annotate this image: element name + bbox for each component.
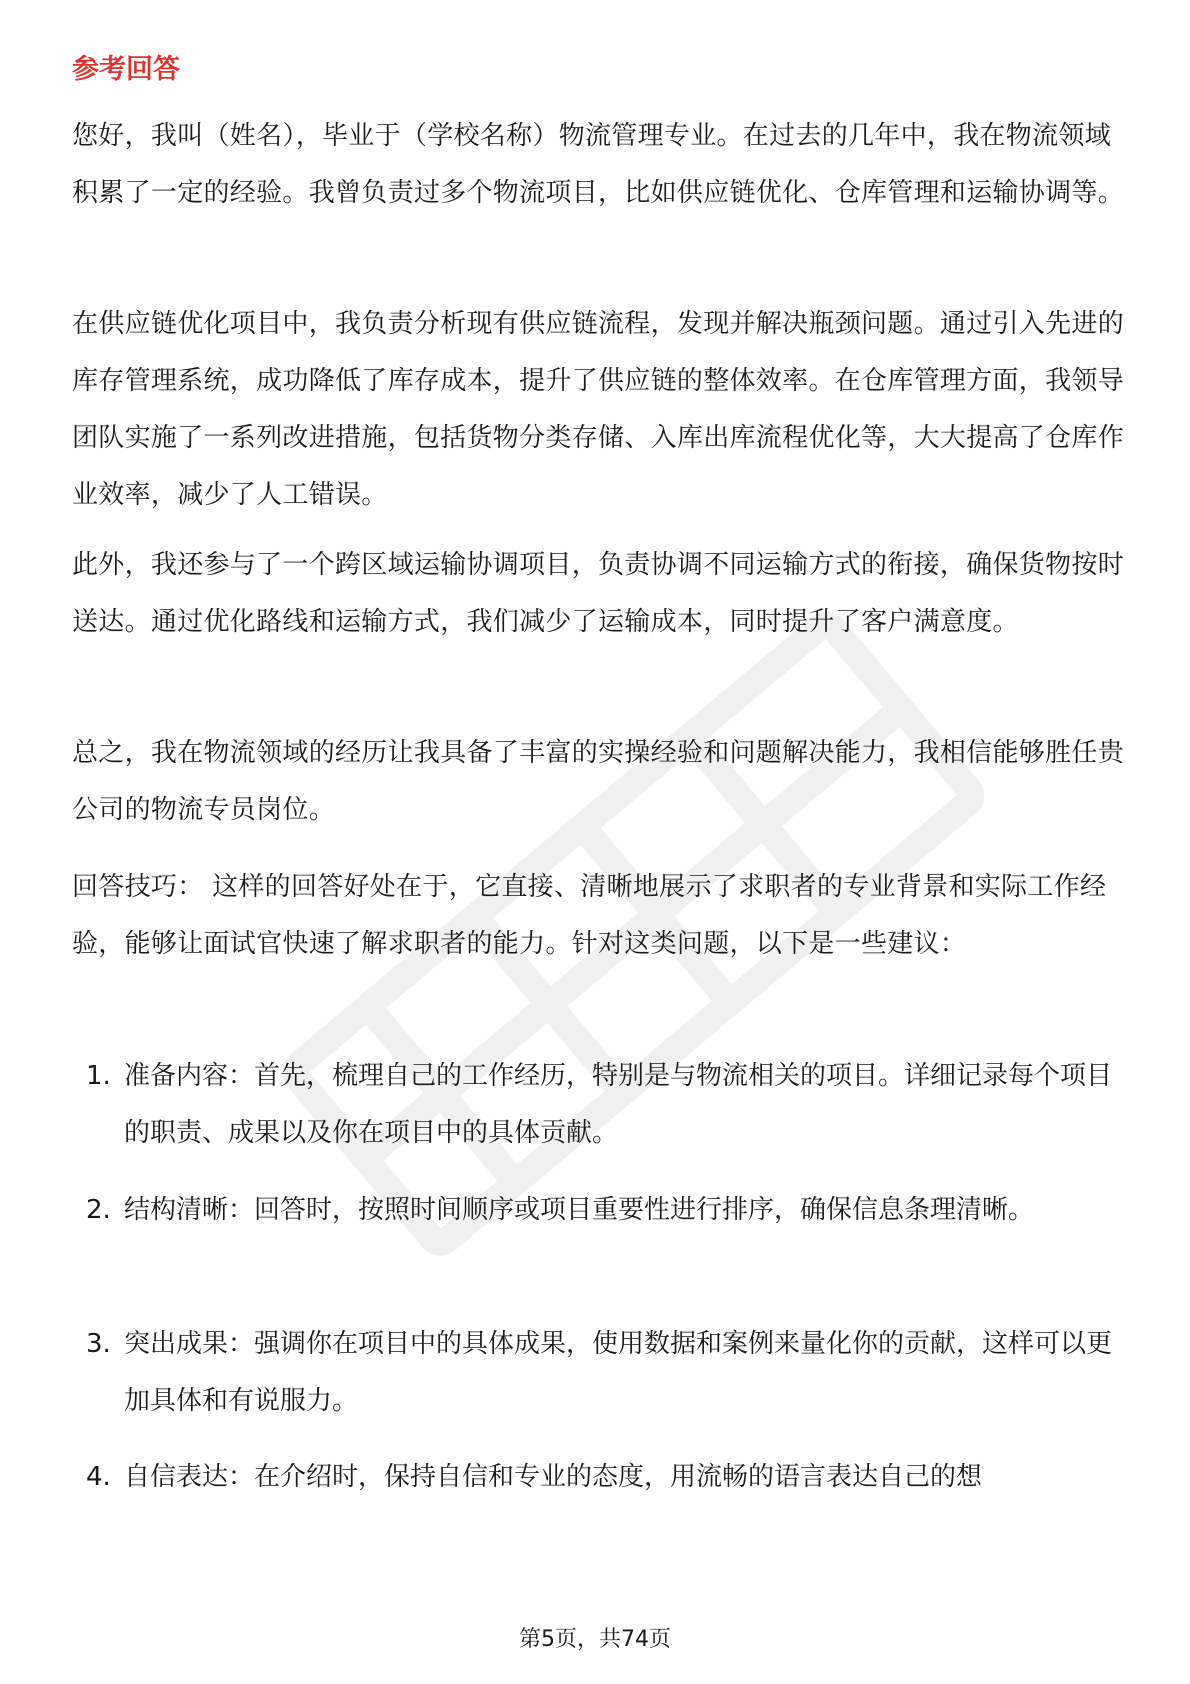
list-item — [72, 1182, 1124, 1239]
list-number: 1. — [86, 1061, 111, 1091]
paragraph-transport: 此外，我还参与了一个跨区域运输协调项目，负责协调不同运输方式的衔接，确保货物按时送达。通过优化路线和运输方式，我们减少了运输成本，同时提升了客户满意度。 — [72, 550, 1125, 637]
list-text: 突出成果：强调你在项目中的具体成果，使用数据和案例来量化你的贡献，这样可以更加具体和有说服力。 — [124, 1329, 1113, 1416]
section-title: 参考回答 — [72, 54, 180, 85]
paragraph-tips-intro: 回答技巧： 这样的回答好处在于，它直接、清晰地展示了求职者的专业背景和实际工作经验，能够让面试官快速了解求职者的能力。针对这类问题，以下是一些建议： — [72, 872, 1107, 959]
paragraph-intro: 您好，我叫（姓名），毕业于（学校名称）物流管理专业。在过去的几年中，我在物流领域积累了一定的经验。我曾负责过多个物流项目，比如供应链优化、仓库管理和运输协调等。 — [72, 121, 1125, 208]
list-item — [72, 1449, 1124, 1506]
list-number: 2. — [86, 1195, 111, 1225]
page-footer: 第5页，共74页 — [519, 1627, 671, 1652]
list-number: 4. — [86, 1462, 111, 1492]
list-item — [72, 1048, 1124, 1162]
list-number: 3. — [86, 1329, 111, 1359]
list-text: 结构清晰：回答时，按照时间顺序或项目重要性进行排序，确保信息条理清晰。 — [124, 1195, 1035, 1225]
paragraph-summary: 总之，我在物流领域的经历让我具备了丰富的实操经验和问题解决能力，我相信能够胜任贵公司的物流专员岗位。 — [72, 738, 1125, 825]
list-text: 自信表达：在介绍时，保持自信和专业的态度，用流畅的语言表达自己的想 — [124, 1462, 983, 1492]
paragraph-supply-chain: 在供应链优化项目中，我负责分析现有供应链流程，发现并解决瓶颈问题。通过引入先进的库存管理系统，成功降低了库存成本，提升了供应链的整体效率。在仓库管理方面，我领导团队实施了一系列改进措施，包括货物分类存储、入库出库流程优化等，大大提高了仓库作业效率，减少了人工错误。 — [72, 309, 1125, 510]
list-item — [72, 1316, 1124, 1430]
list-text: 准备内容：首先，梳理自己的工作经历，特别是与物流相关的项目。详细记录每个项目的职责、成果以及你在项目中的具体贡献。 — [124, 1061, 1113, 1148]
